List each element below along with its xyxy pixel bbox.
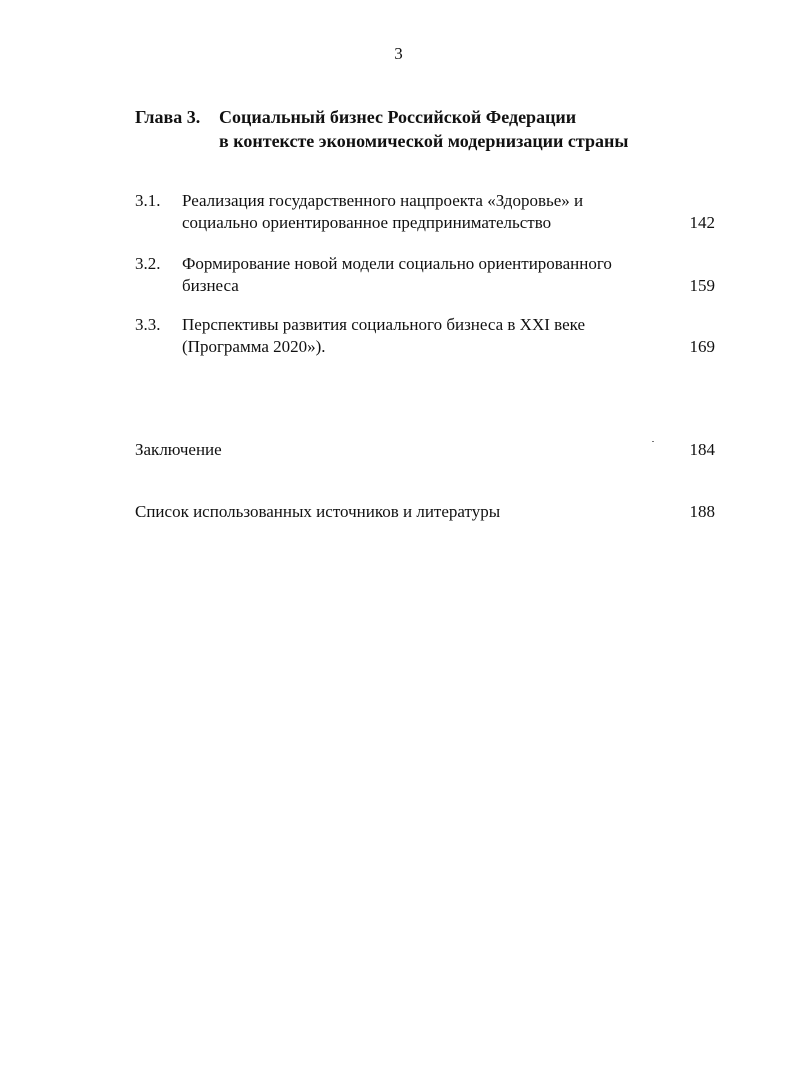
section-title-line1: Перспективы развития социального бизнеса в XXI веке	[182, 315, 585, 334]
section-page-number: 159	[689, 276, 715, 295]
conclusion-title: Заключение	[135, 440, 222, 459]
section-page-number: 169	[689, 337, 715, 356]
section-page-number: 142	[689, 213, 715, 232]
section-number: 3.1.	[135, 191, 161, 210]
page-number: 3	[394, 44, 403, 63]
section-title-line1: Формирование новой модели социально ориентированного	[182, 254, 612, 273]
section-title-line2: бизнеса	[182, 276, 239, 295]
chapter-title-line2: в контексте экономической модернизации страны	[219, 131, 629, 151]
section-number: 3.2.	[135, 254, 161, 273]
chapter-label: Глава 3.	[135, 107, 201, 127]
section-title-line2: (Программа 2020»).	[182, 337, 326, 356]
section-title-line1: Реализация государственного нацпроекта «Здоровье» и	[182, 191, 584, 210]
section-title-line2: социально ориентированное предпринимательство	[182, 213, 552, 232]
chapter-title-line1: Социальный бизнес Российской Федерации	[219, 107, 577, 127]
references-page-number: 188	[689, 502, 715, 521]
conclusion-page-number: 184	[689, 440, 715, 459]
references-title: Список использованных источников и литературы	[135, 502, 501, 521]
scan-speck	[652, 441, 654, 442]
section-number: 3.3.	[135, 315, 161, 334]
